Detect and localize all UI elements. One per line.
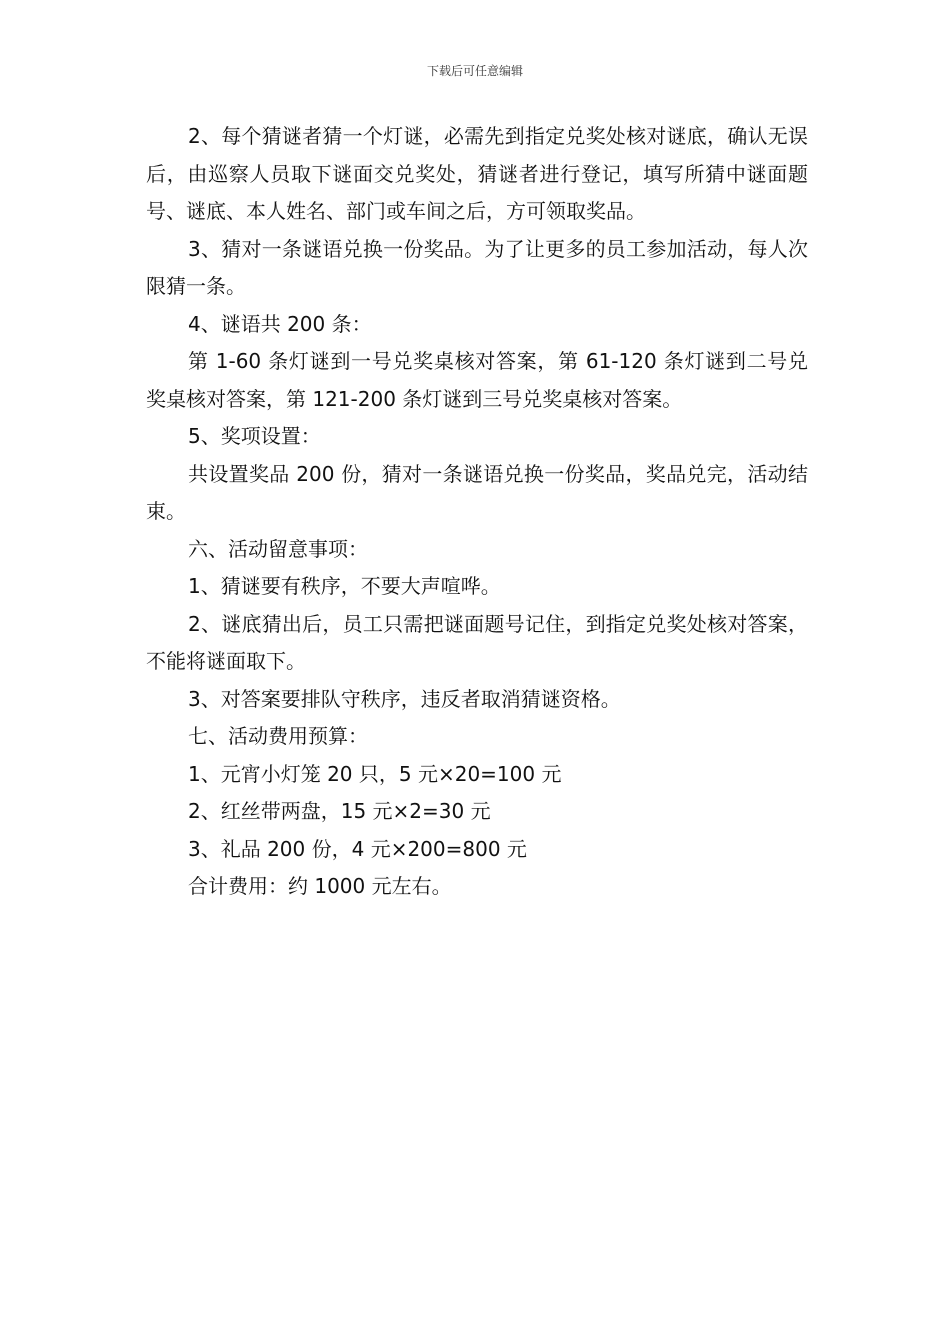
paragraph-budget-1: 1、元宵小灯笼 20 只，5 元×20=100 元 — [188, 761, 562, 786]
paragraph-rule-5-detail: 共设置奖品 200 份，猜对一条谜语兑换一份奖品，奖品兑完，活动结束。 — [146, 461, 808, 523]
section-heading-6: 六、活动留意事项： — [188, 536, 368, 561]
paragraph-rule-4-detail: 第 1-60 条灯谜到一号兑奖桌核对答案，第 61-120 条灯谜到二号兑奖桌核对答案，第 121-200 条灯谜到三号兑奖桌核对答案。 — [146, 349, 808, 411]
page-header: 下载后可任意编辑 — [426, 64, 523, 78]
paragraph-note-2: 2、谜底猜出后，员工只需把谜面题号记住，到指定兑奖处核对答案，不能将谜面取下。 — [146, 611, 808, 673]
paragraph-rule-4: 4、谜语共 200 条： — [188, 311, 372, 336]
paragraph-budget-2: 2、红丝带两盘，15 元×2=30 元 — [188, 799, 491, 823]
paragraph-rule-2: 2、每个猜谜者猜一个灯谜，必需先到指定兑奖处核对谜底，确认无误后，由巡察人员取下谜面交兑奖处，猜谜者进行登记，填写所猜中谜面题号、谜底、本人姓名、部门或车间之后，方可领取奖品。 — [146, 124, 808, 223]
paragraph-rule-3: 3、猜对一条谜语兑换一份奖品。为了让更多的员工参加活动，每人次限猜一条。 — [146, 236, 808, 298]
paragraph-note-1: 1、猜谜要有秩序，不要大声喧哗。 — [188, 574, 501, 598]
paragraph-rule-5: 5、奖项设置： — [188, 424, 321, 448]
section-heading-7: 七、活动费用预算： — [188, 724, 368, 748]
document-body — [146, 118, 808, 906]
paragraph-note-3: 3、对答案要排队守秩序，违反者取消猜谜资格。 — [188, 686, 621, 711]
paragraph-budget-3: 3、礼品 200 份，4 元×200=800 元 — [188, 836, 527, 861]
paragraph-total: 合计费用：约 1000 元左右。 — [188, 874, 452, 898]
